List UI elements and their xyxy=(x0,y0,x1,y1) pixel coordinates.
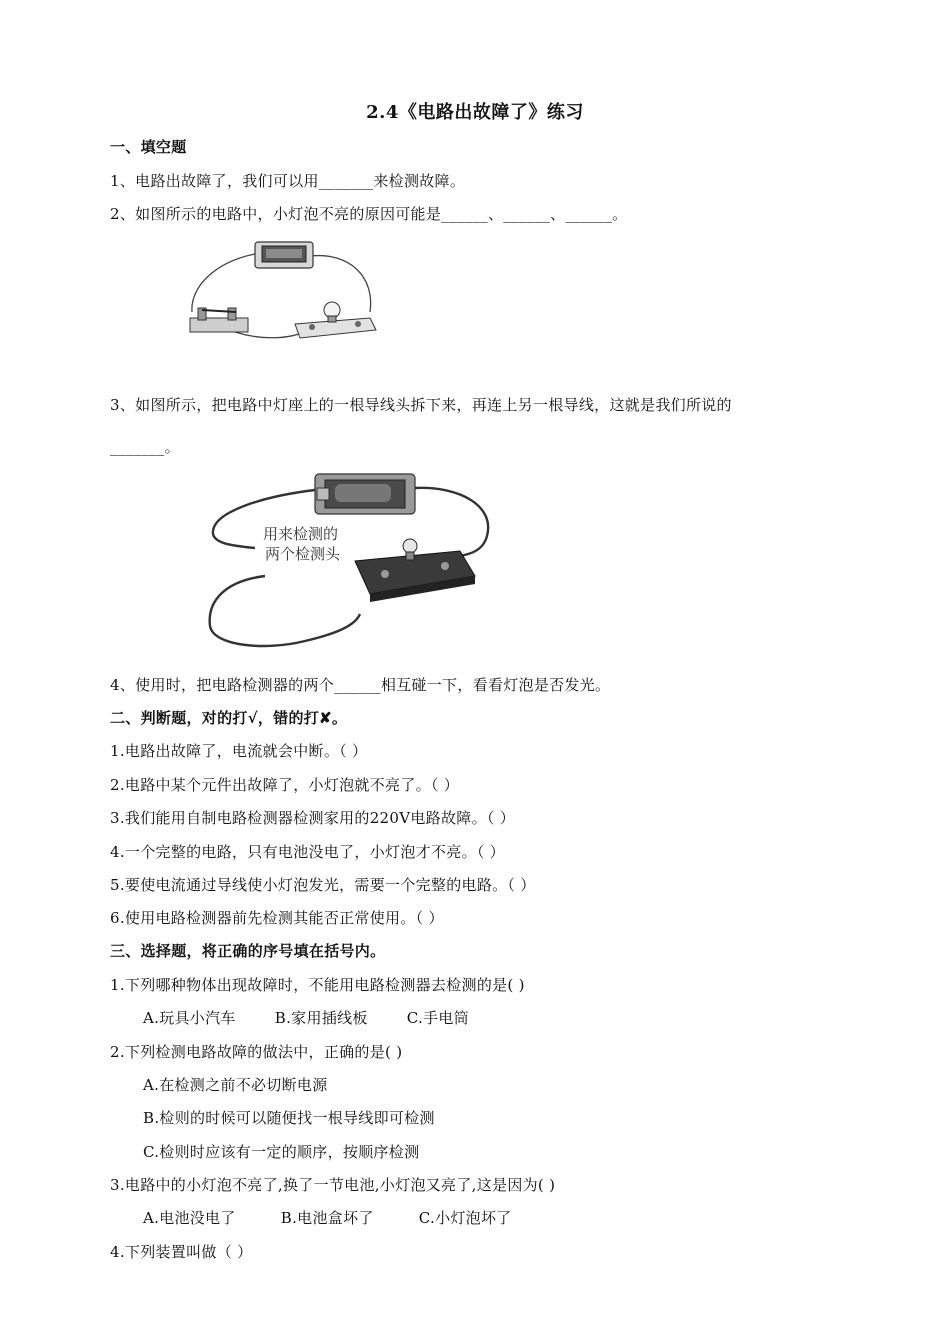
choice-question-3: 3.电路中的小灯泡不亮了,换了一节电池,小灯泡又亮了,这是因为( ) xyxy=(110,1176,556,1194)
page-title: 2.4《电路出故障了》练习 xyxy=(366,102,584,123)
option-c: C.小灯泡坏了 xyxy=(418,1209,512,1227)
choice-question-3-options xyxy=(143,1207,546,1228)
choice-question-1: 1.下列哪种物体出现故障时，不能用电路检测器去检测的是( ) xyxy=(110,976,525,994)
choice-question-2-option-a: A.在检测之前不必切断电源 xyxy=(143,1076,328,1094)
choice-question-2-option-c: C.检则时应该有一定的顺序，按顺序检测 xyxy=(143,1143,420,1161)
option-a: A.电池没电了 xyxy=(143,1209,236,1227)
option-a: A.玩具小汽车 xyxy=(143,1009,236,1027)
section-choice-heading: 三、选择题，将正确的序号填在括号内。 xyxy=(110,942,386,960)
tf-item-3: 3.我们能用自制电路检测器检测家用的220V电路故障。（ ） xyxy=(110,809,516,827)
battery-holder-icon xyxy=(315,474,415,514)
tf-item-5: 5.要使电流通过导线使小灯泡发光，需要一个完整的电路。（ ） xyxy=(110,876,536,894)
tester-probe-caption-2: 两个检测头 xyxy=(265,545,341,563)
fill-question-3-line1: 3、如图所示，把电路中灯座上的一根导线头拆下来，再连上另一根导线，这就是我们所说的 xyxy=(110,396,732,414)
circuit-figure-1 xyxy=(180,232,380,347)
battery-box-icon xyxy=(255,242,313,268)
choice-question-2: 2.下列检测电路故障的做法中，正确的是( ) xyxy=(110,1043,403,1061)
fill-question-3-line2: _______。 xyxy=(110,438,180,456)
choice-question-2-option-b: B.检则的时候可以随便找一根导线即可检测 xyxy=(143,1109,435,1127)
tf-item-2: 2.电路中某个元件出故障了，小灯泡就不亮了。（ ） xyxy=(110,776,460,794)
fill-question-4: 4、使用时，把电路检测器的两个______相互碰一下，看看灯泡是否发光。 xyxy=(110,676,611,694)
section-true-false-heading: 二、判断题，对的打√，错的打✘。 xyxy=(110,709,348,727)
bulb-holder-icon xyxy=(295,302,376,338)
option-b: B.家用插线板 xyxy=(274,1009,368,1027)
circuit-tester-figure xyxy=(205,466,505,656)
switch-icon xyxy=(190,308,248,332)
option-c: C.手电筒 xyxy=(406,1009,469,1027)
fill-question-2: 2、如图所示的电路中，小灯泡不亮的原因可能是______、______、______。 xyxy=(110,205,628,223)
section-fill-in-heading: 一、填空题 xyxy=(110,138,187,156)
option-b: B.电池盒坏了 xyxy=(280,1209,374,1227)
tester-probe-caption-1: 用来检测的 xyxy=(263,525,339,543)
fill-question-1: 1、电路出故障了，我们可以用_______来检测故障。 xyxy=(110,172,466,190)
tf-item-6: 6.使用电路检测器前先检测其能否正常使用。（ ） xyxy=(110,909,444,927)
tf-item-4: 4.一个完整的电路，只有电池没电了，小灯泡才不亮。（ ） xyxy=(110,843,505,861)
choice-question-4: 4.下列装置叫做（ ） xyxy=(110,1243,253,1261)
choice-question-1-options xyxy=(143,1007,503,1028)
bulb-base-icon xyxy=(355,539,475,602)
tf-item-1: 1.电路出故障了，电流就会中断。（ ） xyxy=(110,742,368,760)
